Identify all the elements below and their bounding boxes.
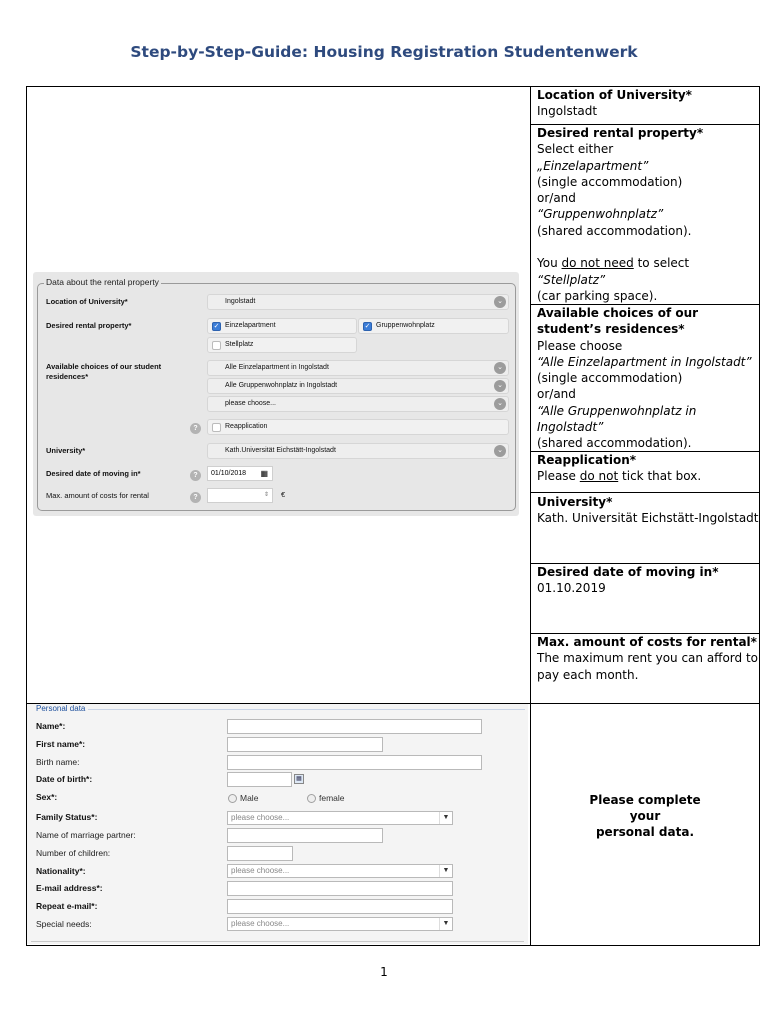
- instruction-property: [537, 125, 759, 304]
- nationality-select[interactable]: [227, 864, 453, 878]
- location-value: Ingolstadt: [225, 298, 256, 305]
- instruction-heading: Desired rental property*: [537, 126, 704, 140]
- option-einzel[interactable]: [207, 318, 357, 334]
- email-label: E-mail address*:: [36, 883, 103, 893]
- instruction-text: to select: [637, 256, 690, 271]
- location-select[interactable]: [207, 294, 509, 310]
- help-icon[interactable]: ?: [190, 492, 201, 503]
- instruction-text: (single accommodation): [537, 174, 683, 189]
- instruction-text: Kath. Universität Eichstätt-Ingolstadt: [537, 511, 759, 526]
- radio-male[interactable]: [228, 794, 237, 803]
- birth-name-label: Birth name:: [36, 757, 80, 767]
- instruction-text: Ingolstadt: [537, 104, 598, 119]
- instruction-text: Please choose: [537, 338, 623, 353]
- chevron-down-icon: ⌄: [494, 362, 506, 374]
- children-label: Number of children:: [36, 848, 111, 858]
- option-gruppen[interactable]: [358, 318, 509, 334]
- instruction-emphasis: do not need: [561, 256, 634, 271]
- instruction-personal: [531, 792, 759, 840]
- calendar-icon[interactable]: ▦: [294, 774, 304, 784]
- instruction-text: “Alle Einzelapartment in Ingolstadt”: [537, 354, 752, 369]
- chevron-down-icon: ⌄: [494, 398, 506, 410]
- instruction-text: “Alle Gruppenwohnplatz in Ingolstadt”: [537, 403, 697, 435]
- chevron-down-icon: ▼: [439, 865, 452, 877]
- calendar-icon[interactable]: ▦: [260, 469, 268, 478]
- instruction-emphasis: do not: [579, 469, 619, 484]
- legend-rule: [36, 709, 525, 710]
- instruction-text: (car parking space).: [537, 288, 658, 303]
- chevron-down-icon: ⌄: [494, 380, 506, 392]
- choice-select-2[interactable]: [207, 378, 509, 394]
- option-gruppen-label: Gruppenwohnplatz: [376, 322, 435, 329]
- family-status-label: Family Status*:: [36, 812, 98, 822]
- choice-1-value: Alle Einzelapartment in Ingolstadt: [225, 364, 329, 371]
- instruction-text: your: [629, 809, 661, 823]
- instruction-text: “Gruppenwohnplatz”: [537, 207, 664, 222]
- rental-legend: Data about the rental property: [46, 277, 159, 287]
- help-icon[interactable]: ?: [190, 470, 201, 481]
- moving-date-input[interactable]: [207, 466, 273, 481]
- first-name-input[interactable]: [227, 737, 383, 752]
- cell-divider: [530, 492, 760, 493]
- instruction-text: tick that box.: [622, 469, 702, 484]
- option-stellplatz[interactable]: [207, 337, 357, 353]
- chevron-down-icon: ▼: [439, 918, 452, 930]
- email-input[interactable]: [227, 881, 453, 896]
- repeat-email-input[interactable]: [227, 899, 453, 914]
- checkbox-checked-icon[interactable]: ✓: [364, 323, 371, 330]
- instruction-moving: [537, 564, 759, 597]
- instruction-text: Please: [537, 469, 576, 484]
- dob-input[interactable]: [227, 772, 292, 787]
- instruction-text: “Stellplatz”: [537, 272, 606, 287]
- radio-male-label: Male: [240, 793, 259, 803]
- currency-label: €: [281, 490, 286, 499]
- option-einzel-label: Einzelapartment: [225, 322, 276, 329]
- instruction-heading: Max. amount of costs for rental*: [537, 635, 757, 649]
- radio-female-label: female: [319, 793, 345, 803]
- instruction-text: (shared accommodation).: [537, 436, 692, 451]
- partner-label: Name of marriage partner:: [36, 830, 136, 840]
- moving-date-value: 01/10/2018: [211, 470, 247, 477]
- chevron-down-icon: ⌄: [494, 445, 506, 457]
- location-label: Location of University*: [46, 297, 128, 306]
- instruction-text: (single accommodation): [537, 371, 683, 386]
- instruction-text: Please complete: [589, 793, 701, 807]
- instruction-text: or/and: [537, 387, 576, 402]
- instruction-university: [537, 494, 759, 527]
- moving-label: Desired date of moving in*: [46, 469, 141, 478]
- nationality-label: Nationality*:: [36, 866, 86, 876]
- instruction-heading: Desired date of moving in*: [537, 565, 719, 579]
- costs-label: Max. amount of costs for rental: [46, 491, 149, 500]
- spinner-icon[interactable]: ⇕: [263, 492, 269, 498]
- personal-legend: Personal data: [36, 704, 88, 713]
- partner-input[interactable]: [227, 828, 383, 843]
- children-input[interactable]: [227, 846, 293, 861]
- personal-data-screenshot: [27, 704, 528, 944]
- choice-select-3[interactable]: [207, 396, 509, 412]
- instruction-heading: Available choices of our student’s residences*: [537, 306, 699, 337]
- choices-label: Available choices of our student residences*: [46, 362, 162, 381]
- family-status-value: please choose...: [231, 813, 290, 822]
- checkbox-unchecked-icon[interactable]: [212, 341, 221, 350]
- personal-bottom-rule: [31, 941, 524, 942]
- instruction-text: Select either: [537, 142, 614, 157]
- special-needs-value: please choose...: [231, 919, 290, 928]
- checkbox-unchecked-icon[interactable]: [212, 423, 221, 432]
- rental-property-screenshot: [33, 272, 519, 516]
- dob-label: Date of birth*:: [36, 774, 93, 784]
- family-status-select[interactable]: [227, 811, 453, 825]
- costs-input[interactable]: [207, 488, 273, 503]
- choice-3-value: please choose...: [225, 400, 276, 407]
- repeat-email-label: Repeat e-mail*:: [36, 901, 98, 911]
- university-label: University*: [46, 446, 86, 455]
- university-value: Kath.Universität Eichstätt-Ingolstadt: [225, 447, 336, 454]
- special-needs-select[interactable]: [227, 917, 453, 931]
- chevron-down-icon: ⌄: [494, 296, 506, 308]
- radio-female[interactable]: [307, 794, 316, 803]
- help-icon[interactable]: ?: [190, 423, 201, 434]
- instruction-heading: Reapplication*: [537, 453, 637, 467]
- property-label: Desired rental property*: [46, 321, 132, 330]
- instruction-heading: Location of University*: [537, 88, 692, 102]
- instruction-text: You: [537, 256, 558, 271]
- instruction-text: 01.10.2019: [537, 581, 606, 596]
- instruction-text: „Einzelapartment”: [537, 158, 649, 173]
- reapplication-label: Reapplication: [225, 423, 268, 430]
- instruction-heading: University*: [537, 495, 613, 509]
- name-input[interactable]: [227, 719, 482, 734]
- instruction-reapplication: [537, 452, 759, 485]
- instruction-text: personal data.: [595, 825, 695, 839]
- instruction-location: [537, 87, 759, 120]
- nationality-value: please choose...: [231, 866, 290, 875]
- instruction-choices: [537, 305, 759, 452]
- instruction-text: or/and: [537, 191, 576, 206]
- reapplication-option[interactable]: [207, 419, 509, 435]
- choice-select-1[interactable]: [207, 360, 509, 376]
- sex-label: Sex*:: [36, 792, 58, 802]
- university-select[interactable]: [207, 443, 509, 459]
- name-label: Name*:: [36, 721, 66, 731]
- chevron-down-icon: ▼: [439, 812, 452, 824]
- instruction-text: (shared accommodation).: [537, 223, 692, 238]
- instruction-text: The maximum rent you can afford to pay each month.: [537, 651, 758, 682]
- birth-name-input[interactable]: [227, 755, 482, 770]
- option-stellplatz-label: Stellplatz: [225, 341, 254, 348]
- special-needs-label: Special needs:: [36, 919, 92, 929]
- page-number: 1: [380, 965, 388, 979]
- choice-2-value: Alle Gruppenwohnplatz in Ingolstadt: [225, 382, 338, 389]
- document-title: Step-by-Step-Guide: Housing Registration Studentenwerk: [130, 43, 638, 61]
- checkbox-checked-icon[interactable]: ✓: [213, 323, 220, 330]
- first-name-label: First name*:: [36, 739, 86, 749]
- instruction-costs: [537, 634, 759, 683]
